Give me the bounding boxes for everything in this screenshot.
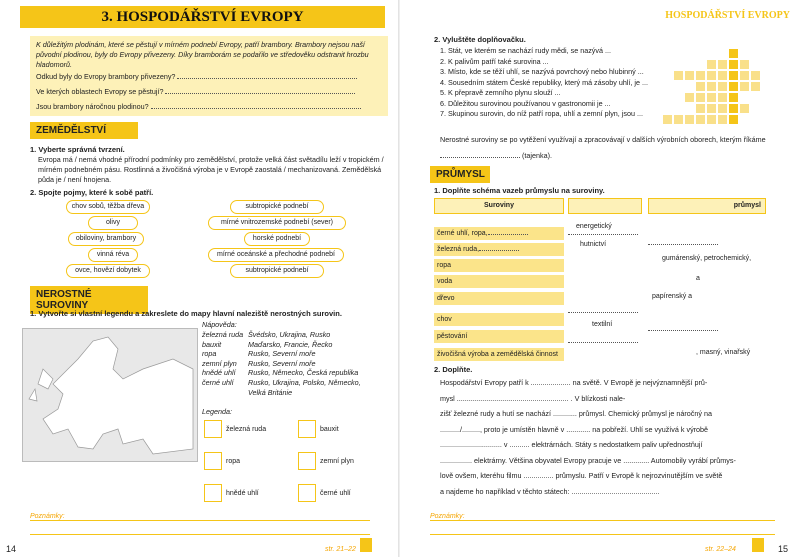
clue: 2. K palivům patří také surovina ... (440, 56, 549, 66)
crossword-cell[interactable] (717, 103, 728, 114)
legend-label: železná ruda (226, 426, 267, 433)
schema-raw (434, 313, 564, 326)
right-pill[interactable]: horské podnebí (244, 232, 310, 246)
clue: 6. Důležitou surovinou používanou v gastronomii je ... (440, 98, 611, 108)
answer-line[interactable] (165, 87, 355, 94)
crossword-cell[interactable] (739, 103, 750, 114)
notes-line[interactable] (430, 534, 775, 535)
question-1-text[interactable]: Evropa má / nemá vhodné přírodní podmínky pro zemědělství, protože velká část světadílu leží v tropickém / mírném podnebném pásu. Rostlinná a živočišná výroba je v Evropě zaostalá / mechanizovaná. Zemědělská půda je / není hnojena. (38, 155, 384, 184)
page-ref: str. 21–22 (325, 546, 356, 553)
left-pill[interactable]: olivy (88, 216, 138, 230)
schema-out: gumárenský, petrochemický, (662, 255, 752, 262)
crossword-cell[interactable] (706, 114, 717, 125)
crossword-cell[interactable] (717, 92, 728, 103)
answer-line[interactable] (440, 151, 520, 158)
section-heading: NEROSTNÉ SUROVINY (30, 286, 148, 314)
right-pill[interactable]: mírné oceánské a přechodné podnebí (208, 248, 344, 262)
schema-out: a (696, 275, 700, 282)
right-page (400, 0, 800, 557)
crossword-cell[interactable] (673, 114, 684, 125)
crossword-cell[interactable] (717, 81, 728, 92)
clue: 7. Skupinou surovin, do níž patří ropa, uhlí a zemní plyn, jsou ... (440, 109, 643, 118)
left-pill[interactable]: obiloviny, brambory (68, 232, 144, 246)
crossword-cell[interactable] (739, 81, 750, 92)
legend-label: hnědé uhlí (226, 490, 259, 497)
schema-out: papírenský a (652, 293, 693, 300)
right-pill[interactable]: subtropické podnebí (230, 200, 324, 214)
crossword-cell[interactable] (684, 70, 695, 81)
crossword-cell[interactable] (728, 114, 739, 125)
running-header: HOSPODÁŘSTVÍ EVROPY (665, 10, 790, 21)
schema-raw-label: ropa (437, 262, 452, 269)
schema-raw (434, 275, 564, 288)
schema-raw (434, 259, 564, 272)
schema-raw-label: železná ruda, (437, 246, 480, 253)
question-2: 2. Spojte pojmy, které k sobě patří. (30, 188, 154, 197)
hint-places: Rusko, Německo, Česká republika (248, 368, 359, 377)
hint-places: Rusko, Severní moře (248, 349, 316, 358)
section-heading: ZEMĚDĚLSTVÍ (30, 122, 138, 139)
answer-line[interactable] (568, 312, 638, 313)
legend-box[interactable] (204, 420, 222, 438)
crossword-cell[interactable] (750, 81, 761, 92)
crossword-cell[interactable] (728, 70, 739, 81)
crossword-cell[interactable] (706, 70, 717, 81)
hint-title: Nápověda: (202, 320, 237, 329)
intro-q1: Odkud byly do Evropy brambory přivezeny? (36, 72, 176, 81)
schema-header-out: průmysl (648, 198, 766, 214)
clue: 1. Stát, ve kterém se nachází rudy mědi, se nazývá ... (440, 46, 611, 55)
crossword-cell[interactable] (739, 70, 750, 81)
crossword-cell[interactable] (706, 92, 717, 103)
fill-line: mysl ........................................................ . V blízkosti nale- (440, 393, 626, 403)
hint-mineral: černé uhlí (202, 377, 234, 387)
answer-line[interactable] (648, 330, 718, 331)
hint-places: Švédsko, Ukrajina, Rusko (248, 330, 331, 339)
notes-label: Poznámky: (430, 513, 465, 520)
left-pill[interactable]: vinná réva (88, 248, 138, 262)
crossword-cell[interactable] (717, 70, 728, 81)
schema-raw-label: dřevo (437, 295, 455, 302)
answer-line[interactable] (479, 244, 519, 251)
answer-line[interactable] (648, 244, 718, 245)
europe-map-icon (23, 329, 199, 463)
notes-label: Poznámky: (30, 513, 65, 520)
crossword-cell[interactable] (673, 70, 684, 81)
schema-header-raw: Suroviny (434, 198, 564, 214)
crossword-cell[interactable] (750, 70, 761, 81)
crossword-cell[interactable] (706, 81, 717, 92)
crossword-cell[interactable] (728, 92, 739, 103)
page-ref: str. 22–24 (705, 546, 736, 553)
secret-end: (tajenka). (522, 151, 552, 160)
crossword-cell[interactable] (695, 114, 706, 125)
schema-raw-label: chov (437, 316, 452, 323)
fill-line: a najdeme ho například v těchto státech: ............................................ (440, 486, 660, 496)
schema-mid: energetický (576, 223, 612, 230)
hint-places: Rusko, Ukrajina, Polsko, Německo, Velká Británie (248, 377, 361, 397)
crossword-cell[interactable] (695, 103, 706, 114)
schema-raw (434, 227, 564, 240)
legend-title: Legenda: (202, 407, 232, 416)
legend-box[interactable] (298, 420, 316, 438)
schema-mid: textilní (592, 321, 613, 328)
schema-raw (434, 292, 564, 305)
fill-line: ............................... v .......... elektrárnách. Státy s nedostatkem paliv upřednostňují (440, 440, 703, 449)
book-icon (360, 538, 372, 552)
intro-q2: Ve kterých oblastech Evropy se pěstují? (36, 87, 164, 96)
crossword-cell[interactable] (739, 59, 750, 70)
left-pill[interactable]: chov sobů, těžba dřeva (66, 200, 150, 214)
answer-line[interactable] (488, 228, 528, 235)
question-2: 2. Vyluštěte doplňovačku. (434, 35, 526, 44)
answer-line[interactable] (568, 342, 638, 343)
left-pill[interactable]: ovce, hovězí dobytek (66, 264, 150, 278)
schema-raw-label: voda (437, 278, 453, 285)
notes-line[interactable] (30, 520, 370, 521)
answer-line[interactable] (177, 72, 357, 79)
hint-mineral: zemní plyn (202, 358, 237, 368)
page-number: 15 (778, 544, 789, 554)
crossword-cell[interactable] (717, 114, 728, 125)
crossword-cell[interactable] (717, 59, 728, 70)
question-3: 1. Vytvořte si vlastní legendu a zakreslete do mapy hlavní naleziště nerostných surovin. (30, 309, 342, 318)
book-icon (752, 538, 764, 552)
schema-mid: hutnictví (580, 241, 607, 248)
crossword-cell[interactable] (728, 59, 739, 70)
clue: 5. K přepravě zemního plynu slouží ... (440, 88, 561, 97)
crossword-cell[interactable] (695, 92, 706, 103)
question-2b: 2. Doplňte. (434, 365, 473, 374)
title-bar (20, 6, 385, 28)
crossword-cell[interactable] (728, 48, 739, 59)
hint-places: Maďarsko, Francie, Řecko (248, 339, 333, 349)
hint-mineral: bauxit (202, 339, 222, 349)
crossword-cell[interactable] (706, 103, 717, 114)
legend-label: ropa (226, 458, 241, 465)
legend-box[interactable] (204, 484, 222, 502)
secret-text: Nerostné suroviny se po vytěžení využívají a zpracovávají v dalších výrobních oborech, kterým říkáme (440, 135, 766, 144)
clue: 3. Místo, kde se těží uhlí, se nazývá povrchový nebo hlubinný ... (440, 67, 644, 76)
schema-raw-label: živočišná výroba a zemědělská činnost (437, 351, 559, 358)
notes-line[interactable] (430, 520, 775, 521)
crossword-cell[interactable] (695, 81, 706, 92)
crossword-cell[interactable] (695, 70, 706, 81)
hint-mineral: železná ruda (202, 330, 244, 339)
notes-line[interactable] (30, 534, 370, 535)
intro-q3: Jsou brambory náročnou plodinou? (36, 102, 149, 111)
right-pill[interactable]: subtropické podnebí (230, 264, 324, 278)
legend-label: bauxit (320, 426, 339, 433)
hint-places: Rusko, Severní moře (248, 358, 316, 368)
section-heading: PRŮMYSL (430, 166, 490, 183)
fill-line: lově ovšem, kteréhu filmu ............... průmyslu. Patří v Evropě k nejrozvinutějším ve světě (440, 471, 723, 480)
crossword-cell[interactable] (684, 92, 695, 103)
clue: 4. Sousedním státem České republiky, který má zásoby uhlí, je ... (440, 77, 648, 87)
legend-box[interactable] (298, 452, 316, 470)
page-number: 14 (6, 544, 17, 554)
schema-raw-label: pěstování (437, 333, 468, 340)
question-1: 1. Doplňte schéma vazeb průmyslu na suroviny. (434, 186, 605, 195)
crossword-cell[interactable] (706, 59, 717, 70)
fill-line: Hospodářství Evropy patří k .................... na světě. V Evropě je nejvýznamnější prů- (440, 378, 708, 387)
hint-mineral: ropa (202, 349, 217, 358)
answer-line[interactable] (568, 234, 638, 235)
right-pill[interactable]: mírné vnitrozemské podnebí (sever) (208, 216, 346, 230)
schema-raw (434, 243, 564, 256)
answer-line[interactable] (151, 102, 361, 109)
schema-raw-label: černé uhlí, ropa, (437, 230, 488, 237)
europe-map[interactable] (22, 328, 198, 462)
question-1: 1. Vyberte správná tvrzení. (30, 145, 125, 154)
schema-out: , masný, vinařský (696, 349, 751, 356)
fill-line: ........../........., proto je umístěn hlavně v ............ na pobřeží. Uhlí se využívá k výrobě (440, 424, 709, 434)
crossword-cell[interactable] (728, 81, 739, 92)
crossword-cell[interactable] (662, 114, 673, 125)
fill-line: ................ elektrárny. Většina obyvatel Evropy pracuje ve ............. Automobily vyrábí průmys- (440, 455, 736, 465)
schema-header-mid[interactable] (568, 198, 642, 214)
fill-line: zišť železné rudy a hutí se nachází ............ průmysl. Chemický průmysl je náročný na (440, 409, 712, 418)
page-title: 3. HOSPODÁŘSTVÍ EVROPY (101, 9, 304, 25)
legend-label: černé uhlí (320, 490, 351, 497)
crossword-cell[interactable] (728, 103, 739, 114)
schema-raw (434, 348, 564, 361)
schema-raw (434, 330, 564, 343)
intro-text: K důležitým plodinám, které se pěstují v mírném podnebí Evropy, patří brambory. Brambory nejsou naší původní plodinou, byly do Evropy přivezeny. Díky bramborám se podařilo ve středověku odstranit hrozbu hladomorů. (36, 40, 369, 69)
legend-box[interactable] (298, 484, 316, 502)
crossword-cell[interactable] (684, 114, 695, 125)
legend-box[interactable] (204, 452, 222, 470)
legend-label: zemní plyn (320, 458, 354, 465)
hint-mineral: hnědé uhlí (202, 368, 236, 377)
